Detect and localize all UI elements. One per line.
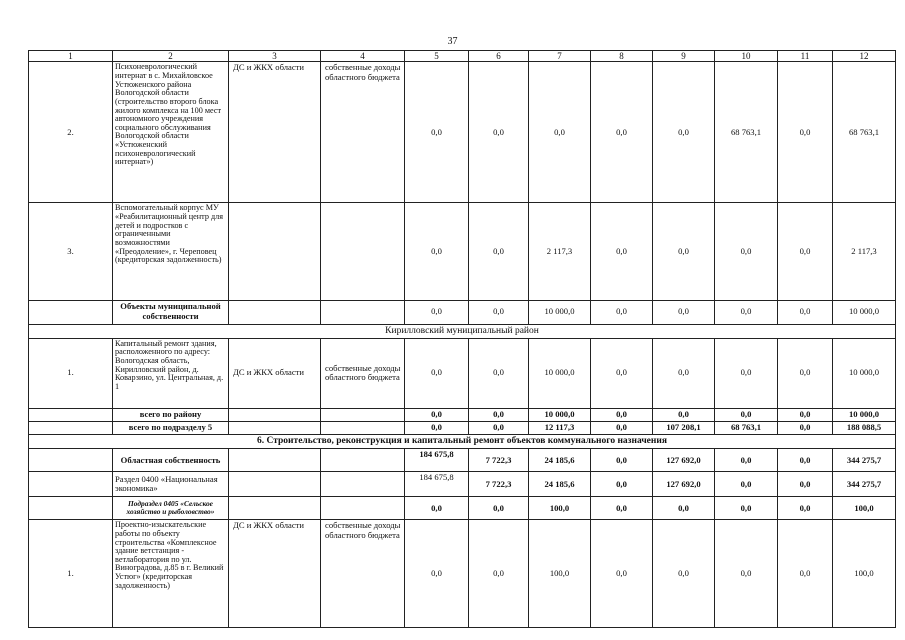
value-cell: 0,0 (653, 497, 715, 520)
table-row (29, 520, 896, 628)
value-cell: 0,0 (778, 421, 833, 434)
value-cell: 0,0 (778, 408, 833, 421)
value-cell: 0,0 (653, 300, 715, 324)
value-cell: 0,0 (778, 472, 833, 497)
value-cell: 0,0 (591, 449, 653, 472)
value-cell: 0,0 (405, 203, 469, 300)
executor: ДС и ЖКХ области (229, 62, 321, 203)
col-header: 10 (715, 51, 778, 62)
value-cell: 0,0 (778, 300, 833, 324)
col-header: 8 (591, 51, 653, 62)
value-cell: 10 000,0 (529, 408, 591, 421)
col-header: 11 (778, 51, 833, 62)
executor: ДС и ЖКХ области (229, 520, 321, 628)
value-cell: 0,0 (469, 62, 529, 203)
value-cell: 0,0 (715, 449, 778, 472)
header-row (29, 51, 896, 62)
col-header: 6 (469, 51, 529, 62)
value-cell: 0,0 (715, 497, 778, 520)
value-cell: 0,0 (405, 338, 469, 408)
value-cell: 0,0 (653, 338, 715, 408)
value-cell: 0,0 (778, 497, 833, 520)
col-header: 1 (29, 51, 113, 62)
value-cell: 127 692,0 (653, 449, 715, 472)
subtotal-row (29, 497, 896, 520)
col-header: 7 (529, 51, 591, 62)
value-cell: 0,0 (591, 62, 653, 203)
value-cell: 100,0 (529, 520, 591, 628)
value-cell: 0,0 (653, 520, 715, 628)
value-cell: 0,0 (405, 300, 469, 324)
row-label: Подраздел 0405 «Сельское хозяйство и рыболовство» (113, 497, 229, 520)
value-cell: 0,0 (469, 338, 529, 408)
row-index: 1. (29, 520, 113, 628)
funding-source: собственные доходы областного бюджета (321, 338, 405, 408)
col-header: 5 (405, 51, 469, 62)
value-cell: 344 275,7 (833, 472, 896, 497)
value-cell: 188 088,5 (833, 421, 896, 434)
executor (229, 203, 321, 300)
value-cell: 0,0 (469, 300, 529, 324)
value-cell: 68 763,1 (715, 421, 778, 434)
value-cell: 0,0 (653, 408, 715, 421)
funding-source: собственные доходы областного бюджета (321, 62, 405, 203)
subtotal-row (29, 449, 896, 472)
row-label: всего по району (113, 408, 229, 421)
row-label: Областная собственность (113, 449, 229, 472)
value-cell: 24 185,6 (529, 449, 591, 472)
value-cell: 0,0 (591, 338, 653, 408)
value-cell: 107 208,1 (653, 421, 715, 434)
row-index: 3. (29, 203, 113, 300)
value-cell: 0,0 (591, 497, 653, 520)
value-cell: 10 000,0 (833, 300, 896, 324)
value-cell: 0,0 (653, 62, 715, 203)
value-cell: 68 763,1 (833, 62, 896, 203)
value-cell: 127 692,0 (653, 472, 715, 497)
table-row (29, 338, 896, 408)
value-cell: 0,0 (715, 520, 778, 628)
value-cell: 0,0 (529, 62, 591, 203)
funding-source: собственные доходы областного бюджета (321, 520, 405, 628)
funding-source (321, 203, 405, 300)
value-cell: 24 185,6 (529, 472, 591, 497)
value-cell: 0,0 (405, 408, 469, 421)
value-cell: 0,0 (469, 408, 529, 421)
subtotal-row (29, 472, 896, 497)
value-cell: 0,0 (715, 338, 778, 408)
col-header: 2 (113, 51, 229, 62)
value-cell: 0,0 (591, 520, 653, 628)
value-cell: 0,0 (715, 408, 778, 421)
col-header: 12 (833, 51, 896, 62)
executor: ДС и ЖКХ области (229, 338, 321, 408)
value-cell: 0,0 (405, 62, 469, 203)
value-cell: 12 117,3 (529, 421, 591, 434)
object-name: Капитальный ремонт здания, расположенного по адресу: Вологодская область, Кирилловский район, д. Коварзино, ул. Центральная, д. 1 (113, 338, 229, 408)
value-cell: 344 275,7 (833, 449, 896, 472)
value-cell: 0,0 (469, 520, 529, 628)
value-cell: 0,0 (469, 421, 529, 434)
district-title: Кирилловский муниципальный район (29, 324, 896, 338)
value-cell: 0,0 (591, 300, 653, 324)
table-row (29, 203, 896, 300)
value-cell: 2 117,3 (833, 203, 896, 300)
col-header: 3 (229, 51, 321, 62)
value-cell: 0,0 (778, 62, 833, 203)
value-cell: 0,0 (591, 203, 653, 300)
value-cell: 0,0 (469, 203, 529, 300)
col-header: 4 (321, 51, 405, 62)
value-cell: 0,0 (778, 449, 833, 472)
value-cell: 0,0 (778, 338, 833, 408)
total-row (29, 408, 896, 421)
value-cell: 0,0 (715, 300, 778, 324)
row-index: 2. (29, 62, 113, 203)
row-label: Раздел 0400 «Национальная экономика» (113, 472, 229, 497)
total-row (29, 421, 896, 434)
value-cell: 184 675,8 (405, 472, 469, 497)
value-cell: 0,0 (591, 472, 653, 497)
value-cell: 100,0 (833, 497, 896, 520)
value-cell: 0,0 (778, 520, 833, 628)
value-cell: 2 117,3 (529, 203, 591, 300)
col-header: 9 (653, 51, 715, 62)
value-cell: 100,0 (529, 497, 591, 520)
value-cell: 0,0 (591, 421, 653, 434)
value-cell: 184 675,8 (405, 449, 469, 472)
value-cell: 0,0 (591, 408, 653, 421)
district-header-row (29, 324, 896, 338)
value-cell: 0,0 (653, 203, 715, 300)
value-cell: 7 722,3 (469, 472, 529, 497)
value-cell: 100,0 (833, 520, 896, 628)
budget-table (28, 50, 896, 628)
value-cell: 68 763,1 (715, 62, 778, 203)
row-label: Объекты муниципальной собственности (113, 300, 229, 324)
value-cell: 10 000,0 (833, 338, 896, 408)
value-cell: 0,0 (715, 203, 778, 300)
object-name: Психоневрологический интернат в с. Михайловское Устюженского района Вологодской области (строительство второго блока жилого комплекса на 100 мест автономного учреждения социального обслуживания Вологодской области «Устюженский психоневрологический интернат») (113, 62, 229, 203)
value-cell: 0,0 (778, 203, 833, 300)
row-label: всего по подразделу 5 (113, 421, 229, 434)
value-cell: 0,0 (405, 497, 469, 520)
value-cell: 0,0 (469, 497, 529, 520)
value-cell: 0,0 (405, 421, 469, 434)
page-number: 37 (447, 36, 458, 47)
table-row (29, 62, 896, 203)
value-cell: 0,0 (405, 520, 469, 628)
value-cell: 10 000,0 (833, 408, 896, 421)
object-name: Проектно-изыскательские работы по объекту строительства «Комплексное здание ветстанция - ветлаборатория по ул. Виноградова, д.85 в г. Великий Устюг» (кредиторская задолженность) (113, 520, 229, 628)
section-title: 6. Строительство, реконструкция и капитальный ремонт объектов коммунального назначения (29, 435, 896, 449)
value-cell: 10 000,0 (529, 338, 591, 408)
object-name: Вспомогательный корпус МУ «Реабилитационный центр для детей и подростков с ограниченными возможностями «Преодоление», г. Череповец (кредиторская задолженность) (113, 203, 229, 300)
value-cell: 10 000,0 (529, 300, 591, 324)
subtotal-row (29, 300, 896, 324)
value-cell: 7 722,3 (469, 449, 529, 472)
section-header-row (29, 435, 896, 449)
row-index: 1. (29, 338, 113, 408)
value-cell: 0,0 (715, 472, 778, 497)
